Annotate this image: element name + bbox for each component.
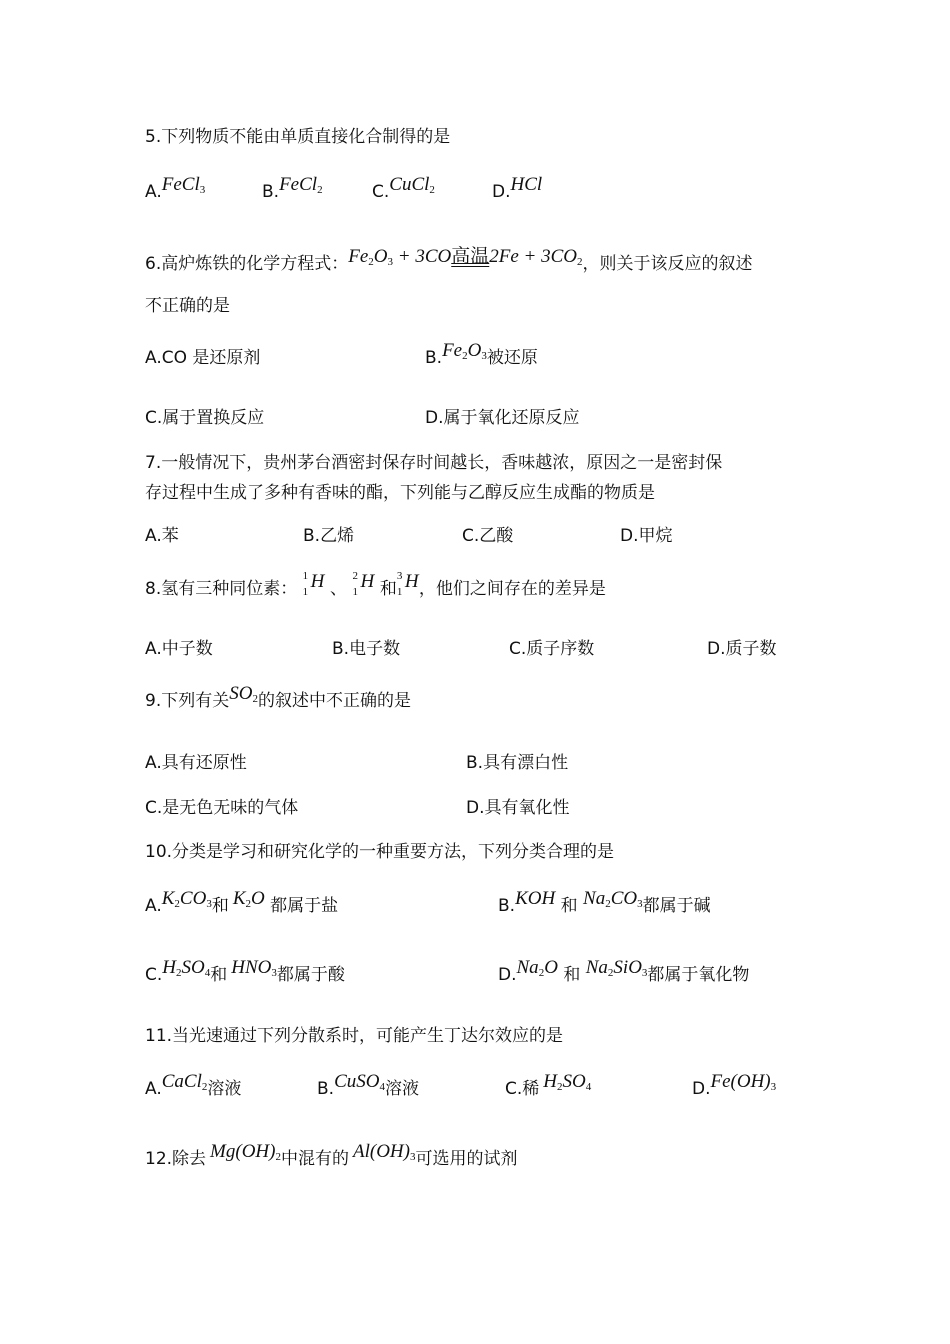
q11-option-d: $D.Fe(OH)_3$ <box>692 1071 777 1099</box>
q7-option-a: A.苯 <box>145 526 179 546</box>
q10-option-b: B.KOH 和 $Na_2CO_3$都属于碱 <box>498 888 711 916</box>
q6-option-c: C.属于置换反应 <box>145 408 265 428</box>
q5-option-b: B.FeCl$_2$ <box>262 174 323 202</box>
q11-option-c: C.稀 $H_2SO_4$ <box>505 1071 592 1099</box>
q6-stem-line2: 不正确的是 <box>145 296 230 316</box>
chemical-equation: $Fe_2O_3 + 3CO$高温$2Fe + 3CO_2$ <box>348 246 583 268</box>
q6-stem-line1: 6.高炉炼铁的化学方程式：$Fe_2O_3 + 3CO$高温$2Fe + 3CO_2$，则关于该反应的叙述 <box>145 246 753 274</box>
q5-stem: 5.下列物质不能由单质直接化合制得的是 <box>145 127 451 147</box>
formula: FeCl$_2$ <box>279 174 323 196</box>
q9-option-d: D.具有氧化性 <box>466 798 570 818</box>
isotope-deuterium: 2 1 H <box>352 570 375 598</box>
q7-option-b: B.乙烯 <box>303 526 355 546</box>
q6-option-d: D.属于氧化还原反应 <box>425 408 580 428</box>
isotope-tritium: 3 1 H <box>396 570 419 598</box>
q12-stem: 12.除去 $Mg(OH)_2$中混有的 $Al(OH)_3$可选用的试剂 <box>145 1141 518 1169</box>
q7-stem-line2: 存过程中生成了多种有香味的酯，下列能与乙醇反应生成酯的物质是 <box>145 483 655 503</box>
q9-option-c: C.是无色无味的气体 <box>145 798 299 818</box>
q7-option-d: D.甲烷 <box>620 526 673 546</box>
q10-option-a: $A.K_2CO_3$和 $K_2O$ 都属于盐 <box>145 888 339 916</box>
formula: CuCl$_2$ <box>389 174 435 196</box>
q5-option-c: C.CuCl$_2$ <box>372 174 435 202</box>
q8-option-a: A.中子数 <box>145 639 213 659</box>
q10-option-c: $C.H_2SO_4$和 $HNO_3$都属于酸 <box>145 957 345 985</box>
q9-stem: 9.下列有关$SO_2$的叙述中不正确的是 <box>145 683 411 711</box>
q9-option-a: A.具有还原性 <box>145 753 247 773</box>
q8-option-c: C.质子序数 <box>509 639 595 659</box>
q6-option-b: $B.Fe_2O_3$被还原 <box>425 340 538 368</box>
formula: FeCl$_3$ <box>161 174 206 196</box>
formula: $Fe_2O_3$ <box>442 340 487 362</box>
q5-option-d: D.HCl <box>492 174 543 202</box>
q11-stem: 11.当光速通过下列分散系时，可能产生丁达尔效应的是 <box>145 1026 564 1046</box>
q10-option-d: $D.Na_2O$ 和 $Na_2SiO_3$都属于氧化物 <box>498 957 750 985</box>
q9-option-b: B.具有漂白性 <box>466 753 569 773</box>
formula: $SO_2$ <box>229 683 258 705</box>
q8-stem: 8.氢有三种同位素： 1 1 H 、 2 1 H 和 3 1 H，他们之间存在的差异是 <box>145 570 606 599</box>
q5-option-a: A.FeCl$_3$ <box>145 174 206 202</box>
q8-option-d: D.质子数 <box>707 639 777 659</box>
isotope-protium: 1 1 H <box>302 570 325 598</box>
q7-option-c: C.乙酸 <box>462 526 514 546</box>
q7-stem-line1: 7.一般情况下，贵州茅台酒密封保存时间越长，香味越浓，原因之一是密封保 <box>145 453 723 473</box>
q11-option-b: B.CuSO$_4$溶液 <box>317 1071 419 1099</box>
q6-option-a: A.CO 是还原剂 <box>145 348 261 368</box>
q11-option-a: A.CaCl$_2$溶液 <box>145 1071 242 1099</box>
formula: HCl <box>510 174 543 195</box>
q10-stem: 10.分类是学习和研究化学的一种重要方法，下列分类合理的是 <box>145 842 615 862</box>
q8-option-b: B.电子数 <box>332 639 401 659</box>
